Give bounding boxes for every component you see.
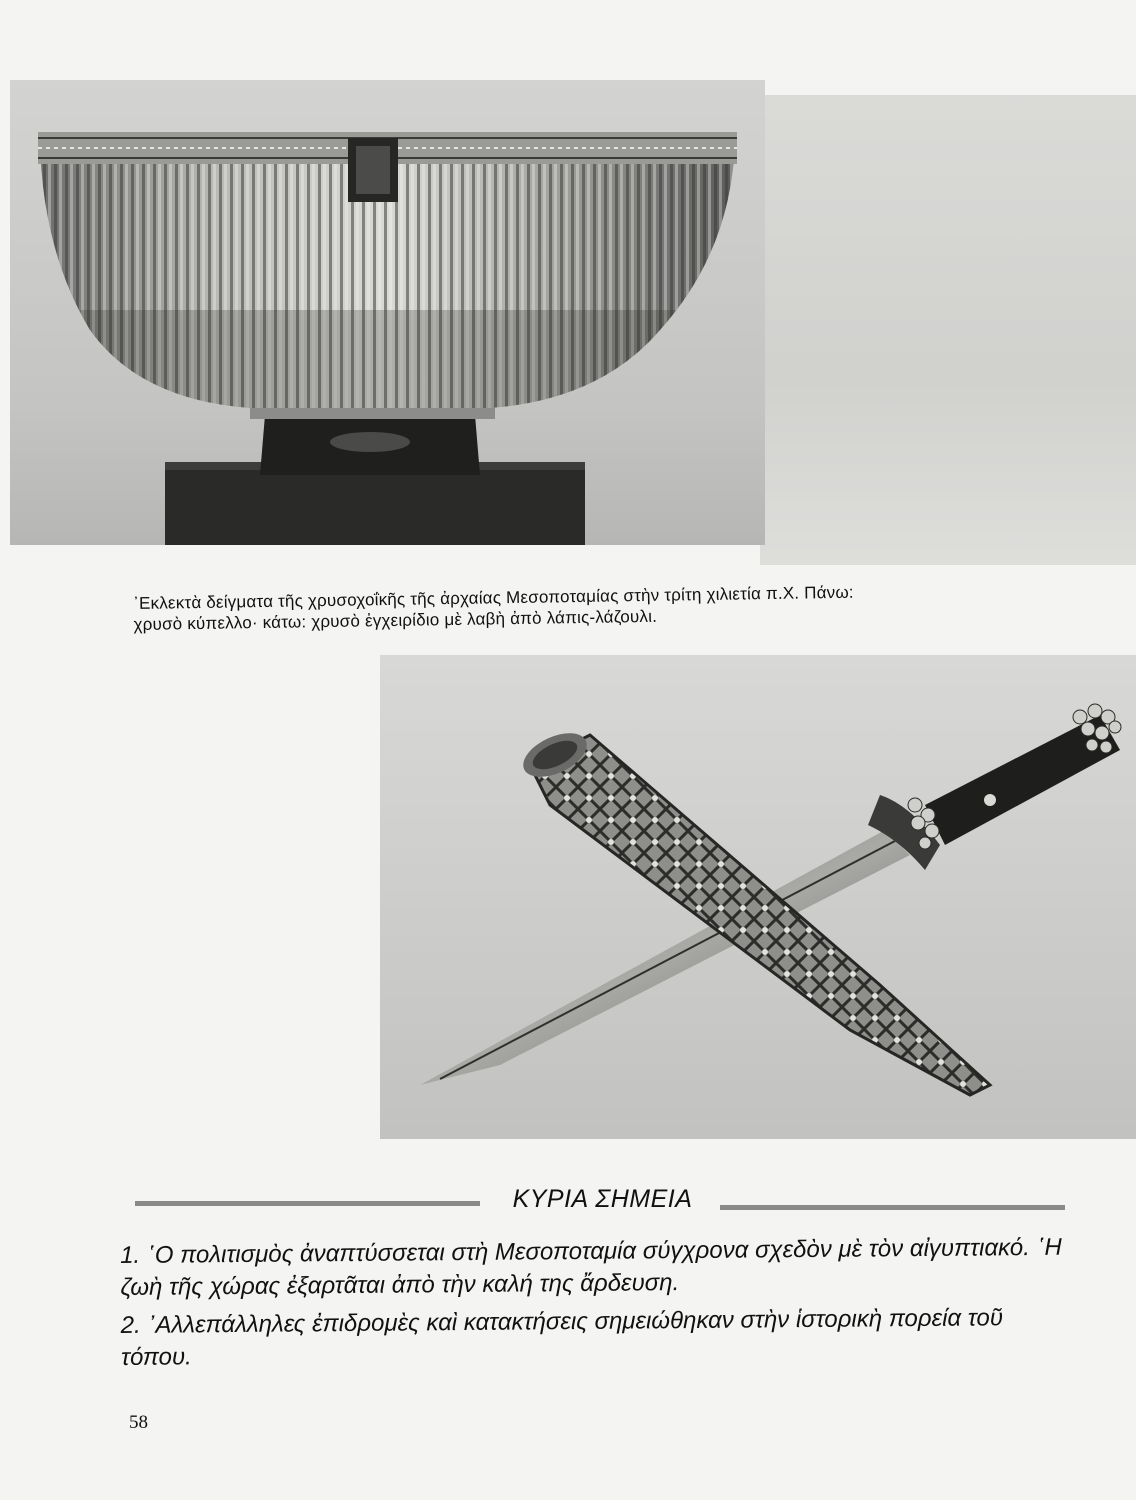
gold-dagger-illustration [380,655,1136,1139]
bleed-through-shadow [760,95,1136,565]
heading-text: ΚΥΡΙΑ ΣΗΜΕΙΑ [512,1185,693,1213]
caption-line-1: ᾿Εκλεκτὰ δείγματα τῆς χρυσοχοΐκῆς τῆς ἀρχαίας Μεσοποταμίας στὴν τρίτη χιλιετία π.Χ. Πάνω: [133,582,854,613]
key-points-list [120,1232,1071,1380]
gold-cup-illustration [10,80,765,545]
key-point-2-text: ᾿Αλλεπάλληλες ἐπιδρομὲς καὶ κατακτήσεις σημειώθηκαν στὴν ἱστορικὴ πορεία τοῦ τόπου. [120,1304,1004,1371]
caption-line-2: χρυσὸ κύπελλο· κάτω: χρυσὸ ἐγχειρίδιο μὲ λαβὴ ἀπὸ λάπις-λάζουλι. [133,606,658,634]
key-point-1-text: ῾Ο πολιτισμὸς ἀναπτύσσεται στὴ Μεσοποταμία σύγχρονα σχεδὸν μὲ τὸν αἰγυπτιακό. ῾Η ζωὴ τῆς χώρας ἐξαρτᾶται ἀπὸ τὴν καλή της ἄρδευση. [120,1233,1062,1301]
key-points-heading [135,1183,1065,1223]
key-point-2 [121,1302,1072,1374]
key-point-2-number: 2. [120,1311,141,1339]
heading-rule-right [720,1205,1065,1210]
key-point-1 [120,1232,1071,1304]
key-point-1-number: 1. [120,1241,141,1269]
gold-dagger-photo [380,655,1136,1139]
heading-rule-left [135,1201,480,1206]
gold-cup-photo [10,80,765,545]
page-number: 58 [129,1412,148,1433]
figure-caption [133,578,1094,635]
